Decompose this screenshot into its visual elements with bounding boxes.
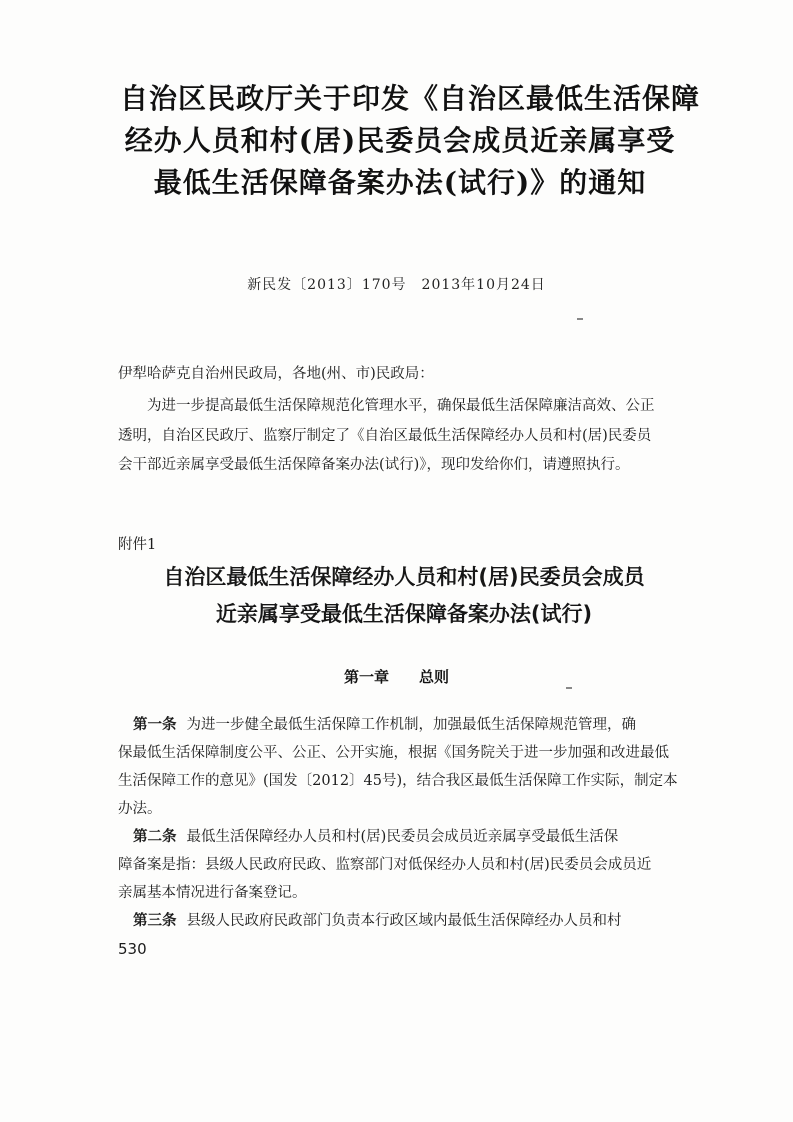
article-text: 生活保障工作的意见》(国发〔2012〕45号)，结合我区最低生活保障工作实际，制定本	[118, 773, 678, 789]
attachment-title	[118, 559, 690, 633]
article-3-first-line	[133, 909, 622, 930]
article-2-heading: 第二条	[133, 829, 177, 845]
subtitle-line: 近亲属享受最低生活保障备案办法(试行)	[215, 602, 593, 626]
title-line: 最低生活保障备案办法(试行)》的通知	[153, 166, 647, 199]
article-text: 亲属基本情况进行备案登记。	[118, 885, 307, 901]
document-title	[120, 78, 701, 204]
page-number: 530	[118, 940, 147, 958]
article-text: 最低生活保障经办人员和村(居)民委员会成员近亲属享受最低生活保	[186, 829, 619, 845]
title-line: 自治区民政厅关于印发《自治区最低生活保障	[120, 82, 701, 115]
article-text: 县级人民政府民政部门负责本行政区域内最低生活保障经办人员和村	[186, 913, 622, 929]
chapter-heading: 第一章 总则	[343, 668, 449, 686]
title-line: 经办人员和村(居)民委员会成员近亲属享受	[124, 124, 676, 157]
scan-speck	[566, 687, 572, 689]
intro-line: 为进一步提高最低生活保障规范化管理水平，确保最低生活保障廉洁高效、公正	[118, 398, 655, 414]
intro-line: 会干部近亲属享受最低生活保障备案办法(试行)》，现印发给你们，请遵照执行。	[118, 457, 630, 473]
intro-line: 透明，自治区民政厅、监察厅制定了《自治区最低生活保障经办人员和村(居)民委员	[118, 428, 652, 444]
article-3-heading: 第三条	[133, 913, 177, 929]
article-text: 为进一步健全最低生活保障工作机制，加强最低生活保障规范管理，确	[186, 717, 636, 733]
article-1-heading: 第一条	[133, 717, 177, 733]
recipient-line: 伊犁哈萨克自治州民政局，各地(州、市)民政局：	[118, 366, 434, 382]
article-text: 保最低生活保障制度公平、公正、公开实施，根据《国务院关于进一步加强和改进最低	[118, 745, 669, 761]
attachment-label: 附件1	[118, 537, 157, 553]
article-1-first-line	[133, 713, 636, 734]
document-number-date: 新民发〔2013〕170号 2013年10月24日	[247, 277, 546, 293]
scan-speck	[577, 318, 583, 320]
article-text: 办法。	[118, 801, 162, 817]
article-text: 障备案是指：县级人民政府民政、监察部门对低保经办人员和村(居)民委员会成员近	[118, 857, 652, 873]
article-2-first-line	[133, 825, 618, 846]
subtitle-line: 自治区最低生活保障经办人员和村(居)民委员会成员	[163, 565, 645, 589]
